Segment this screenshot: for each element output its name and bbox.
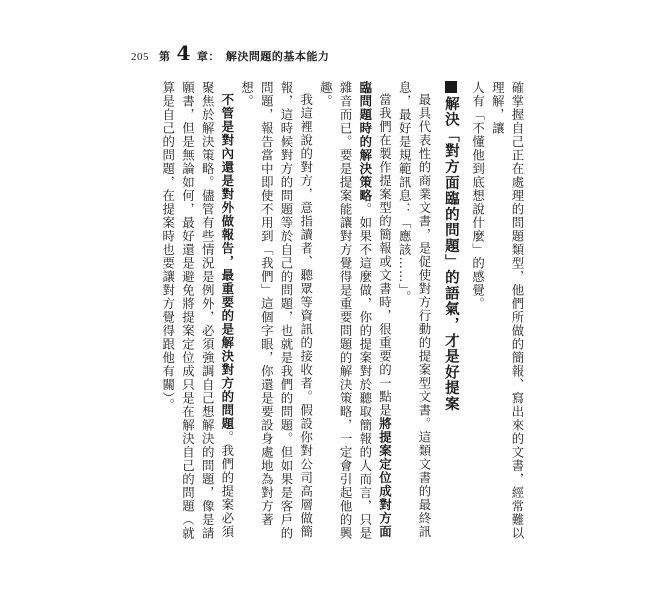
paragraph-4 — [158, 81, 237, 541]
paragraph-1: 最具代表性的商業文書，是促使對方行動的提案型文書。這類文書的最終訊息，最好是規範訊息：「應該……」。 — [397, 81, 432, 539]
chapter-title: 解決問題的基本能力 — [225, 50, 330, 63]
paragraph-4-part-b: 。我們的提案必須聚焦於解決策略。儘管有些情況是例外，必須強調自己想解決的問題，像是請願書，但是無論如何，最好還是避免將提案定位成只是在解決自己的問題（就算是自己的問題，在提案時也要讓對方覺得跟他有關）。 — [160, 81, 235, 540]
chapter-suffix: 章： — [196, 50, 220, 63]
intro-line-2: 人有「不懂他到底想說什麼」的感覺。 — [470, 81, 486, 311]
paragraph-3: 我這裡說的對方，意指讀者、聽眾等資訊的接收者。假設你對公司高層做簡報，這時候對方的問題等於自己的問題，也就是我們的問題。但如果是客戶的問題，報告當中即使不用到「我們」這個字眼，你還是要設身處地為對方著想。 — [239, 81, 314, 540]
paragraph-2 — [316, 81, 395, 541]
chapter-prefix: 第 — [159, 50, 171, 63]
vertical-body-text — [143, 81, 527, 541]
paragraph-2-emphasis: 將提案定位成對方面臨問題時的解決策略 — [357, 81, 393, 539]
chapter-number: 4 — [176, 41, 191, 65]
paragraph-4-emphasis: 不管是對內還是對外做報告，最重要的是解決對方的問題 — [219, 93, 235, 431]
paragraph-2-part-a: 當我們在製作提案型的簡報或文書時，很重要的一點是 — [377, 93, 393, 418]
square-bullet-icon — [445, 81, 457, 93]
section-heading — [438, 81, 464, 541]
section-heading-text: 解決「對方面臨的問題」的語氣，才是好提案 — [442, 96, 460, 412]
intro-line-1: 確掌握自己正在處理的問題類型，他們所做的簡報、寫出來的文書，經常難以理解，讓 — [490, 81, 525, 540]
running-header — [131, 43, 329, 64]
page-number: 205 — [131, 51, 149, 63]
paragraph-2-part-c: 。如果不這麼做，你的提案對於聽取簡報的人而言，只是雜音而已。要是提案能讓對方覺得是重要問題的解決策略，一定會引起他的興趣。 — [318, 81, 373, 540]
